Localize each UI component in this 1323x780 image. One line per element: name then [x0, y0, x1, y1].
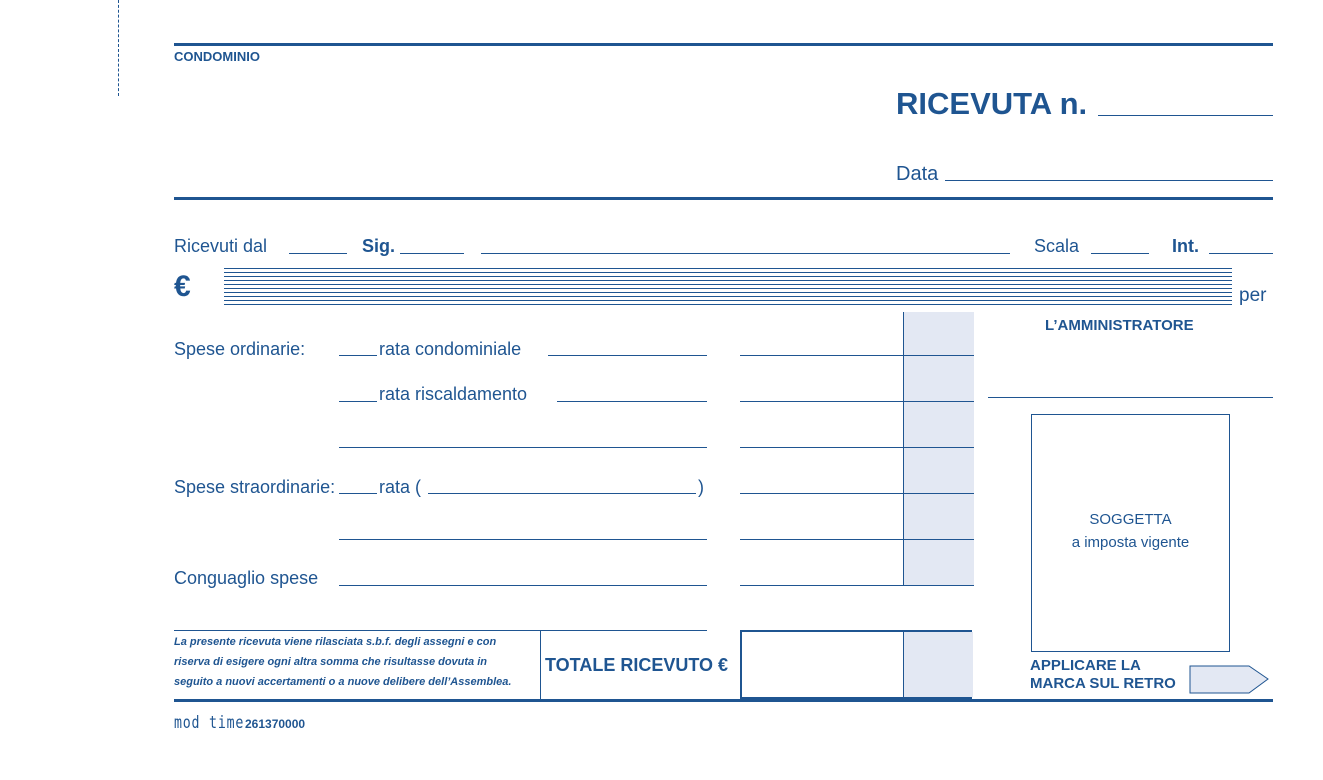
extra-line-1[interactable]	[339, 447, 707, 448]
scala-label: Scala	[1034, 236, 1080, 256]
total-cents-shade	[903, 632, 973, 697]
amount-line-1[interactable]	[740, 355, 974, 356]
product-code: 261370000	[245, 717, 306, 731]
administrator-label: L’AMMINISTRATORE	[1045, 317, 1194, 334]
extraordinary-prefix-field[interactable]	[339, 493, 377, 494]
amount-words-field[interactable]	[224, 268, 1232, 306]
amount-line-2[interactable]	[740, 401, 974, 402]
int-field[interactable]	[1209, 253, 1273, 254]
adjustment-field[interactable]	[339, 585, 707, 586]
extraordinary-expenses-label: Spese straordinarie:	[174, 477, 336, 497]
bottom-rule	[174, 699, 1273, 702]
rata-riscaldamento-field[interactable]	[557, 401, 707, 402]
rata-condominiale-label: rata condominiale	[379, 339, 522, 359]
arrow-right-icon	[1189, 665, 1271, 695]
perforation-line	[118, 0, 119, 96]
name-field[interactable]	[481, 253, 1010, 254]
per-label: per	[1239, 285, 1267, 306]
rata-close-label: )	[698, 477, 704, 497]
sig-label: Sig.	[362, 236, 396, 256]
date-field[interactable]	[945, 180, 1273, 181]
administrator-signature-field[interactable]	[988, 397, 1273, 398]
receipt-title: RICEVUTA n.	[896, 86, 1088, 121]
rata-open-label: rata (	[379, 477, 422, 497]
stamp-note-line2: MARCA SUL RETRO	[1030, 675, 1176, 692]
stamp-box-line1: SOGGETTA	[1089, 511, 1172, 528]
stamp-note-line1: APPLICARE LA	[1030, 657, 1141, 674]
amount-line-3[interactable]	[740, 447, 974, 448]
disclaimer-line-1: La presente ricevuta viene rilasciata s.b.f. degli assegni e con	[174, 636, 497, 648]
extra-line-2[interactable]	[339, 539, 707, 540]
condominio-label: CONDOMINIO	[174, 49, 260, 64]
scala-field[interactable]	[1091, 253, 1149, 254]
receipt-number-field[interactable]	[1098, 115, 1273, 116]
amount-line-4[interactable]	[740, 493, 974, 494]
tax-stamp-box	[1031, 414, 1230, 652]
received-from-label: Ricevuti dal	[174, 236, 268, 256]
amount-line-6[interactable]	[740, 585, 974, 586]
rata-condominiale-field[interactable]	[548, 355, 707, 356]
disclaimer-divider	[540, 631, 541, 699]
rata-description-field[interactable]	[428, 493, 696, 494]
amount-line-5[interactable]	[740, 539, 974, 540]
rata-riscaldamento-label: rata riscaldamento	[379, 384, 528, 404]
ordinary-expenses-label: Spese ordinarie:	[174, 339, 306, 359]
int-label: Int.	[1172, 236, 1199, 256]
total-amount-box[interactable]	[740, 630, 972, 699]
total-label: TOTALE RICEVUTO €	[545, 655, 729, 675]
received-from-field[interactable]	[289, 253, 347, 254]
header-bottom-rule	[174, 197, 1273, 200]
disclaimer-line-3: seguito a nuovi accertamenti o a nuove delibere dell’Assemblea.	[174, 676, 512, 688]
adjustment-label: Conguaglio spese	[174, 568, 319, 588]
euro-sign: €	[174, 270, 191, 303]
brand-logo: mod time	[174, 713, 245, 733]
date-label: Data	[896, 163, 939, 185]
disclaimer-top-rule	[174, 630, 707, 631]
ordinary-prefix-field[interactable]	[339, 355, 377, 356]
sig-field-short[interactable]	[400, 253, 464, 254]
riscaldamento-prefix-field[interactable]	[339, 401, 377, 402]
stamp-box-line2: a imposta vigente	[1071, 534, 1190, 551]
cents-column-shade	[903, 312, 974, 585]
disclaimer-line-2: riserva di esigere ogni altra somma che risultasse dovuta in	[174, 656, 488, 668]
top-rule	[174, 43, 1273, 46]
